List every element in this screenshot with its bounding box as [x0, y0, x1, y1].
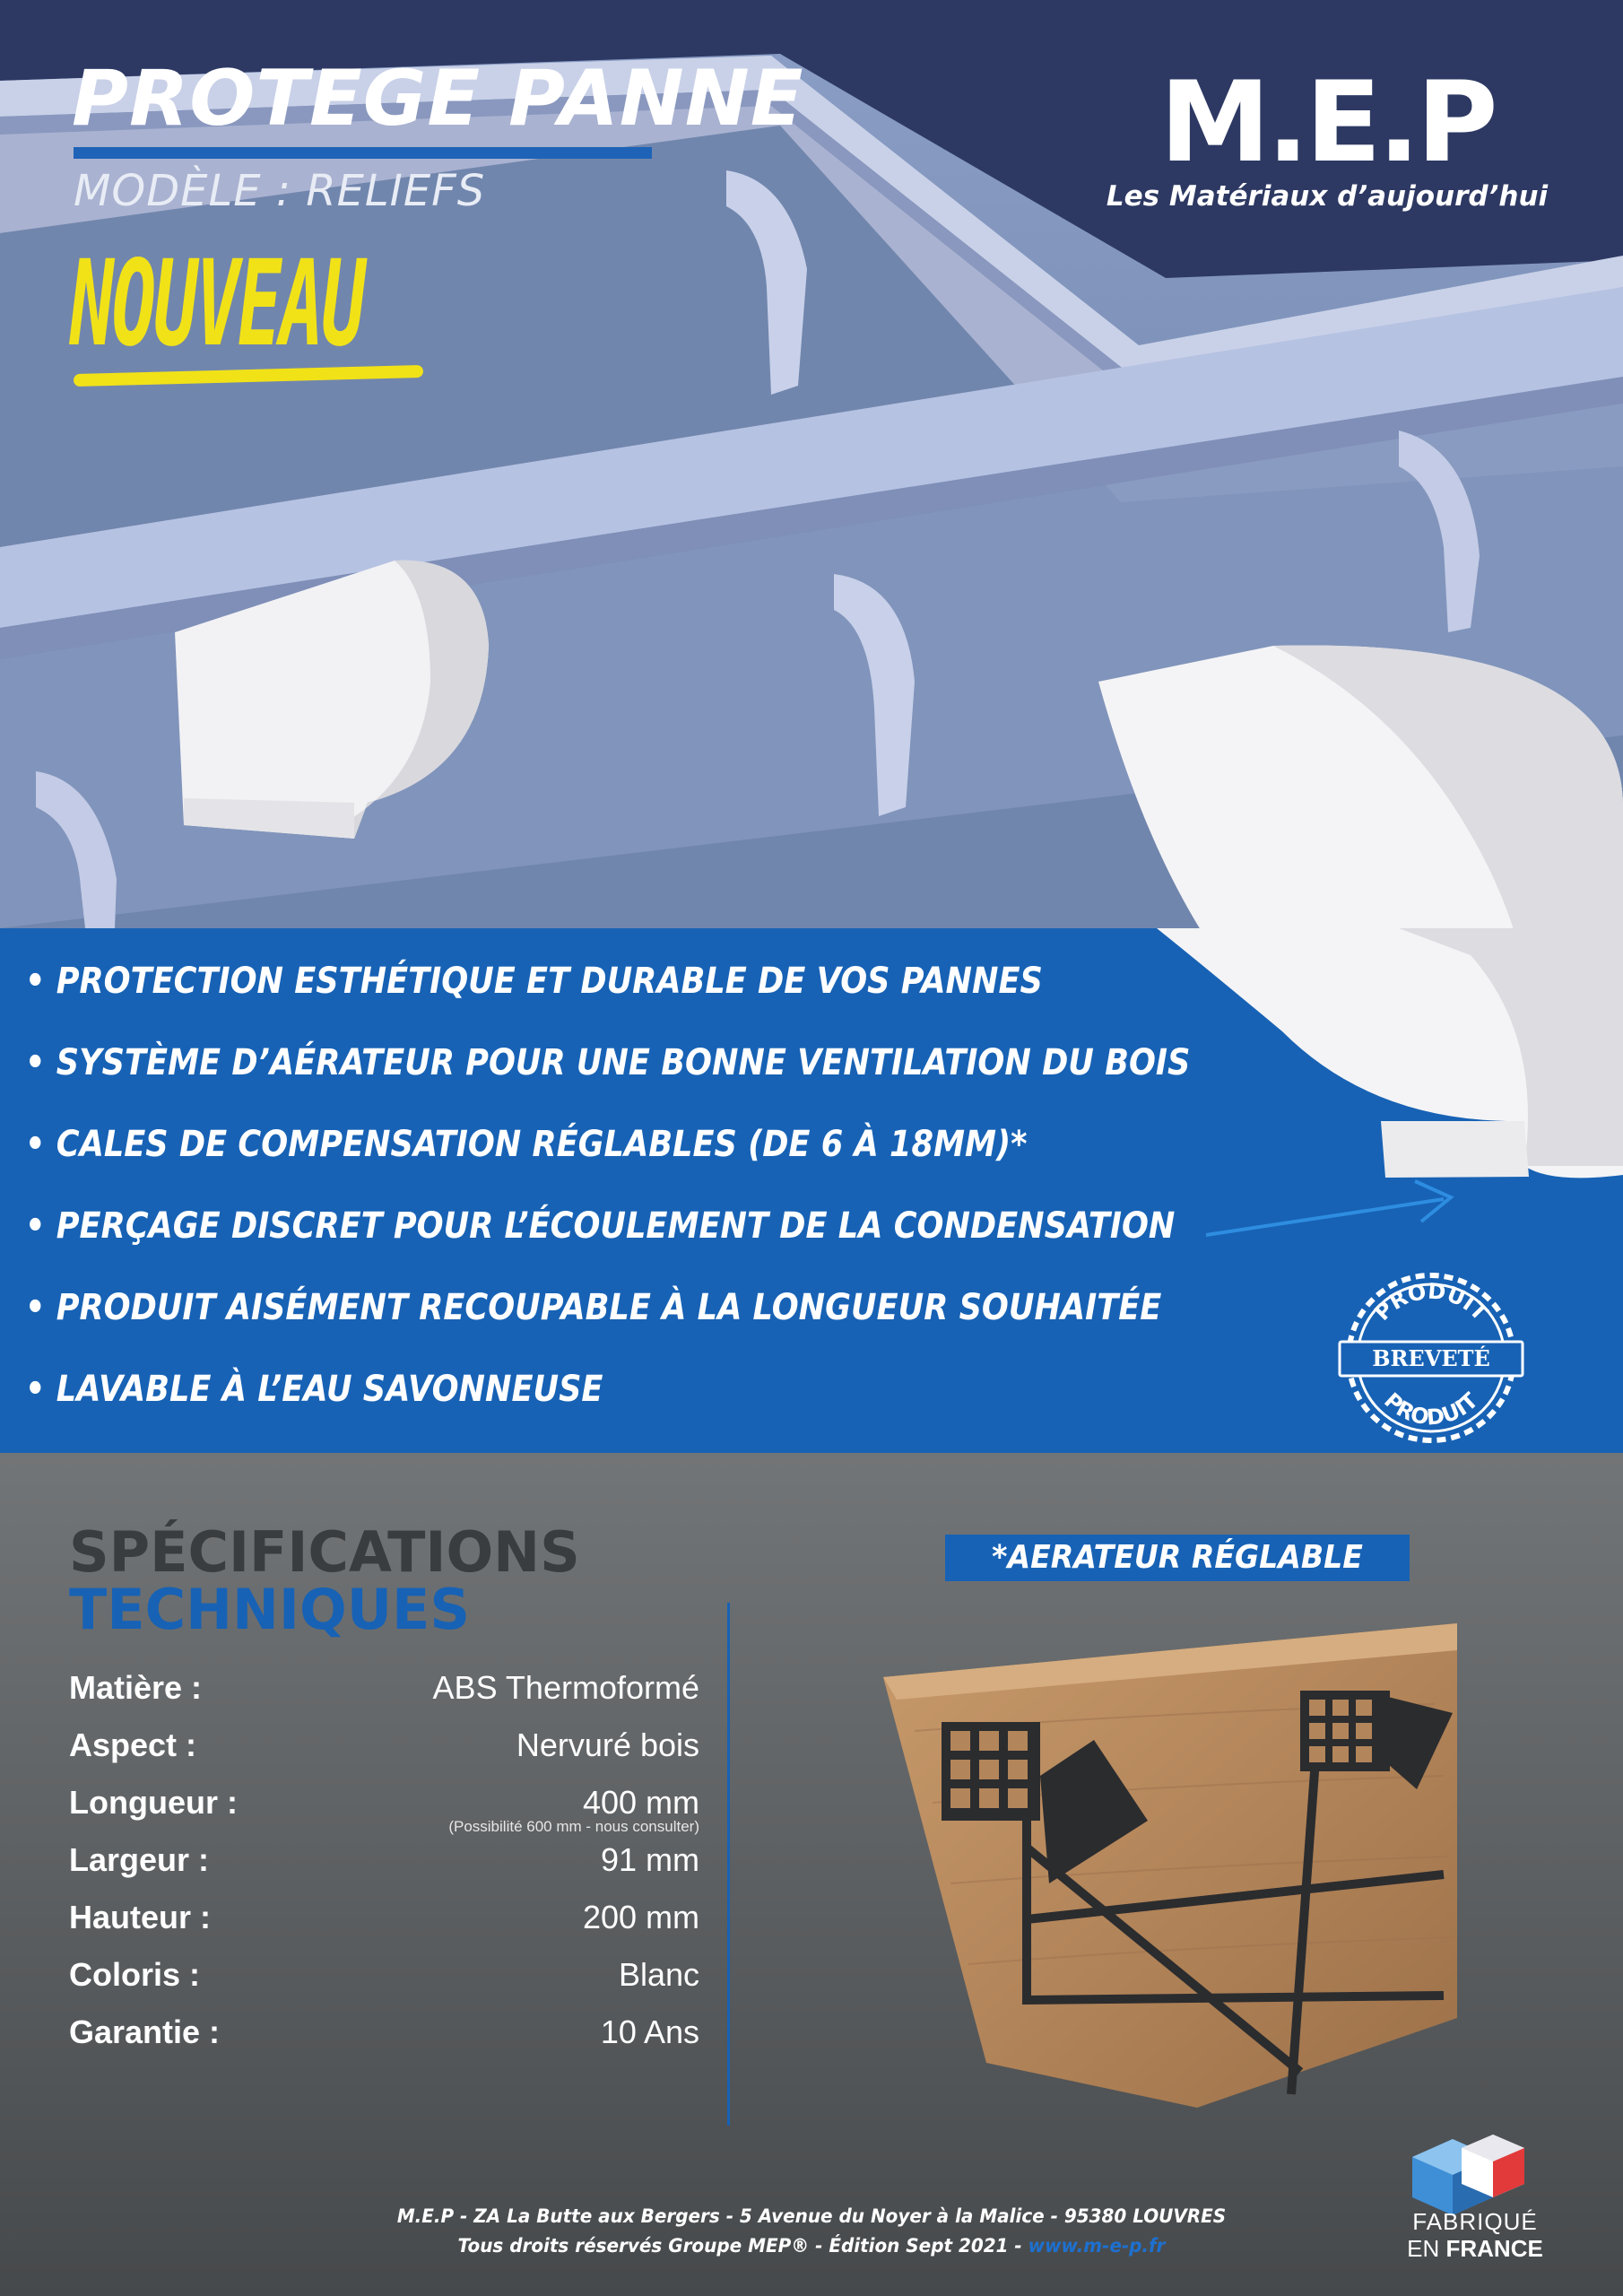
title-underline	[74, 147, 652, 159]
new-label: NOUVEAU	[70, 235, 364, 373]
spec-label: Garantie :	[69, 2013, 221, 2050]
footer-address: M.E.P - ZA La Butte aux Bergers - 5 Avenue du Noyer à la Malice - 95380 LOUVRES	[396, 2205, 1227, 2227]
hero-photo	[0, 0, 1623, 928]
logo-tagline: Les Matériaux d’aujourd’hui	[1106, 180, 1549, 213]
length-note: (Possibilité 600 mm - nous consulter)	[448, 1818, 699, 1835]
feature-item: • LAVABLE À L’EAU SAVONNEUSE	[25, 1369, 603, 1410]
feature-item: • PERÇAGE DISCRET POUR L’ÉCOULEMENT DE LA CONDENSATION	[25, 1205, 1176, 1247]
spec-value: 400 mm	[582, 1784, 699, 1821]
spec-value: 91 mm	[600, 1841, 699, 1878]
spec-value: Nervuré bois	[516, 1726, 699, 1763]
specs-divider	[727, 1603, 730, 2126]
footer-rights-text: Tous droits réservés Groupe MEP® - Édition Sept 2021 -	[457, 2235, 1028, 2257]
footer-rights	[40, 2235, 1583, 2257]
spec-label: Longueur :	[69, 1784, 238, 1821]
spec-row-width	[69, 1841, 699, 1886]
made-in-prefix: EN	[1407, 2235, 1446, 2262]
logo-mark: M.E.P	[1159, 58, 1495, 187]
spec-row-height	[69, 1899, 699, 1944]
spec-label: Matière :	[69, 1669, 203, 1706]
aerator-illustration	[879, 1623, 1457, 2117]
feature-item: • CALES DE COMPENSATION RÉGLABLES (DE 6 À 18MM)*	[25, 1124, 1028, 1165]
feature-item: • PROTECTION ESTHÉTIQUE ET DURABLE DE VOS PANNES	[25, 961, 1043, 1002]
brand-logo	[1098, 58, 1556, 213]
aerator-label: *AERATEUR RÉGLABLE	[992, 1539, 1363, 1576]
spec-value: Blanc	[618, 1956, 699, 1993]
model-subtitle: MODÈLE : RELIEFS	[74, 166, 486, 216]
spec-label: Largeur :	[69, 1841, 210, 1878]
spec-label: Coloris :	[69, 1956, 201, 1993]
badge-top-text: PRODUIT	[1369, 1278, 1493, 1326]
spec-row-color	[69, 1956, 699, 2001]
made-in-country-name: FRANCE	[1445, 2235, 1543, 2262]
badge-middle-text: BREVETÉ	[1372, 1345, 1490, 1371]
spec-label: Aspect :	[69, 1726, 197, 1763]
patent-badge	[1336, 1263, 1526, 1453]
spec-row-warranty	[69, 2013, 699, 2058]
spec-row-aspect	[69, 1726, 699, 1771]
footer-url-link[interactable]: www.m-e-p.fr	[1028, 2235, 1166, 2257]
feature-item: • SYSTÈME D’AÉRATEUR POUR UNE BONNE VENTILATION DU BOIS	[25, 1042, 1191, 1083]
made-in-country	[1376, 2235, 1574, 2263]
spec-label: Hauteur :	[69, 1899, 212, 1935]
badge-bottom-text: PRODUIT	[1379, 1387, 1483, 1431]
spec-value: 10 Ans	[600, 2013, 699, 2050]
specs-heading: SPÉCIFICATIONS	[69, 1519, 580, 1585]
feature-item: • PRODUIT AISÉMENT RECOUPABLE À LA LONGUEUR SOUHAITÉE	[25, 1287, 1162, 1328]
page-title: PROTEGE PANNE	[72, 54, 804, 144]
specs-heading-accent: TECHNIQUES	[69, 1577, 471, 1642]
spec-row-material	[69, 1669, 699, 1714]
spec-value: 200 mm	[582, 1899, 699, 1935]
made-in-label: FABRIQUÉ	[1412, 2208, 1538, 2235]
spec-value: ABS Thermoformé	[432, 1669, 699, 1706]
